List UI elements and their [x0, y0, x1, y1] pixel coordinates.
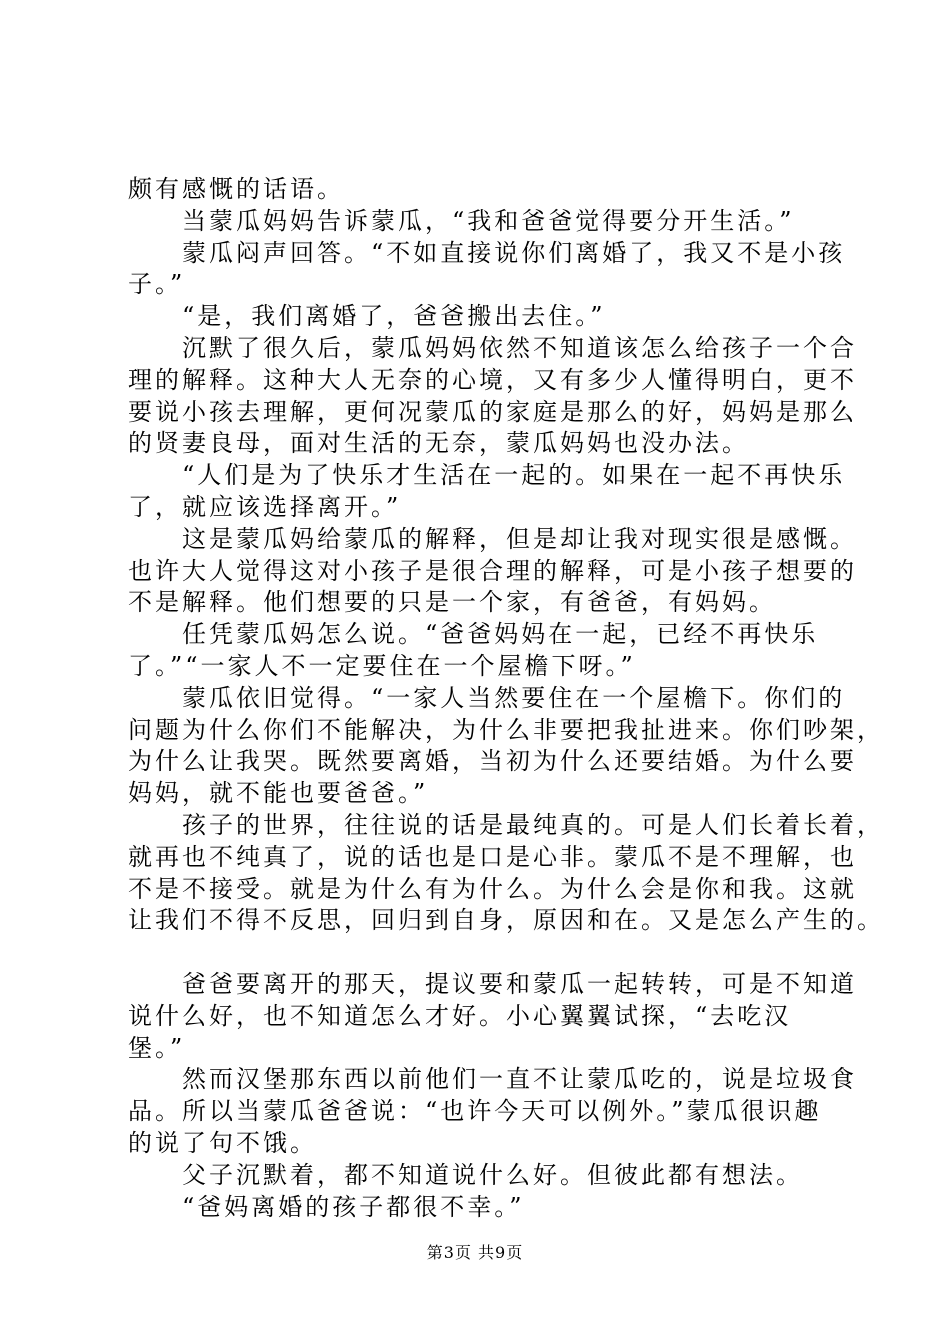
text-line: 蒙瓜依旧觉得。“一家人当然要住在一个屋檐下。你们的 [182, 683, 846, 712]
text-line: 子。” [128, 270, 186, 299]
text-line: 蒙瓜闷声回答。“不如直接说你们离婚了，我又不是小孩 [182, 238, 846, 267]
text-line: 的贤妻良母，面对生活的无奈，蒙瓜妈妈也没办法。 [128, 429, 749, 458]
text-line: “爸妈离婚的孩子都很不幸。” [182, 1192, 525, 1221]
text-line: 问题为什么你们不能解决，为什么非要把我扯进来。你们吵架， [128, 715, 884, 744]
text-line: 父子沉默着，都不知道说什么好。但彼此都有想法。 [182, 1160, 803, 1189]
text-line: 颇有感慨的话语。 [128, 175, 344, 203]
text-line: 爸爸要离开的那天，提议要和蒙瓜一起转转，可是不知道 [182, 969, 857, 998]
text-line: 的说了句不饿。 [128, 1128, 317, 1157]
text-line: 就再也不纯真了，说的话也是口是心非。蒙瓜不是不理解，也 [128, 842, 857, 871]
text-line: 了，就应该选择离开。” [128, 492, 402, 521]
text-line: 要说小孩去理解，更何况蒙瓜的家庭是那么的好，妈妈是那么 [128, 397, 857, 426]
text-line: “是，我们离婚了，爸爸搬出去住。” [182, 302, 606, 331]
text-line: 也许大人觉得这对小孩子是很合理的解释，可是小孩子想要的 [128, 556, 857, 585]
text-line: 堡。” [128, 1033, 186, 1062]
text-line: 让我们不得不反思，回归到自身，原因和在。又是怎么产生的。 [128, 906, 884, 935]
text-line: 品。所以当蒙瓜爸爸说：“也许今天可以例外。”蒙瓜很识趣 [128, 1097, 822, 1126]
text-line: 孩子的世界，往往说的话是最纯真的。可是人们长着长着， [182, 810, 884, 839]
text-line: 然而汉堡那东西以前他们一直不让蒙瓜吃的，说是垃圾食 [182, 1065, 857, 1094]
text-line: “人们是为了快乐才生活在一起的。如果在一起不再快乐 [182, 461, 846, 490]
text-line: 理的解释。这种大人无奈的心境，又有多少人懂得明白，更不 [128, 365, 857, 394]
text-line: 说什么好，也不知道怎么才好。小心翼翼试探，“去吃汉 [128, 1001, 792, 1030]
text-line: 为什么让我哭。既然要离婚，当初为什么还要结婚。为什么要 [128, 747, 857, 776]
text-line: 不是解释。他们想要的只是一个家，有爸爸，有妈妈。 [128, 588, 776, 617]
text-line: 当蒙瓜妈妈告诉蒙瓜，“我和爸爸觉得要分开生活。” [182, 206, 795, 235]
document-body [128, 174, 884, 1223]
text-line: 沉默了很久后，蒙瓜妈妈依然不知道该怎么给孩子一个合 [182, 333, 857, 362]
text-line: 不是不接受。就是为什么有为什么。为什么会是你和我。这就 [128, 874, 857, 903]
text-line: 任凭蒙瓜妈怎么说。“爸爸妈妈在一起，已经不再快乐 [182, 620, 819, 649]
text-line: 了。”“一家人不一定要住在一个屋檐下呀。” [128, 651, 636, 680]
blank-line [128, 937, 828, 969]
text-line: 妈妈，就不能也要爸爸。” [128, 779, 429, 808]
page-footer: 第3页 共9页 [426, 1243, 524, 1262]
text-line: 这是蒙瓜妈给蒙瓜的解释，但是却让我对现实很是感慨。 [182, 524, 857, 553]
